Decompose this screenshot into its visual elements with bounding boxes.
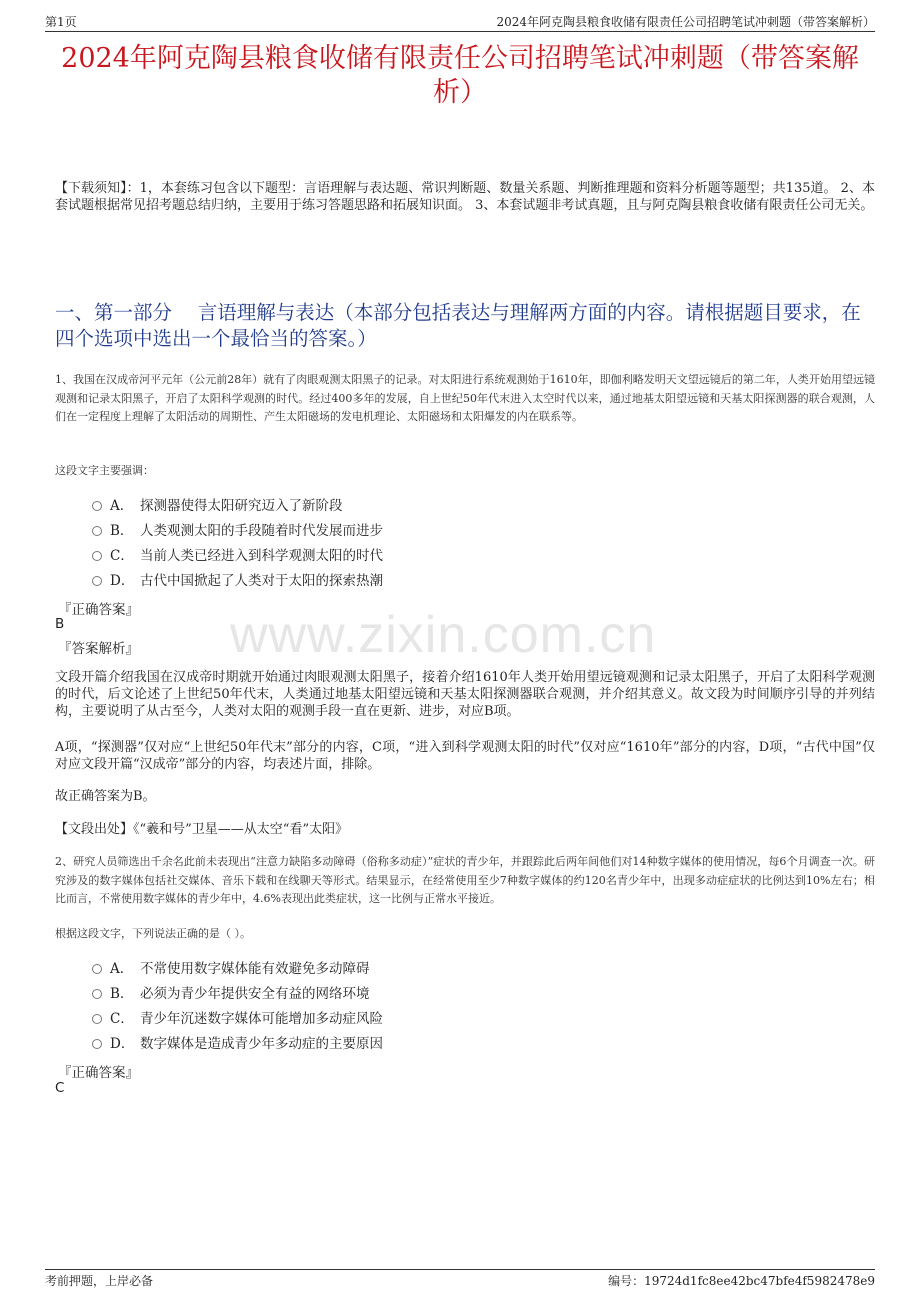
header-divider — [45, 31, 875, 32]
radio-icon[interactable] — [92, 1014, 102, 1024]
document-id: 编号：19724d1fc8ee42bc47bfe4f5982478e9 — [608, 1274, 875, 1288]
analysis-paragraph-1: 文段开篇介绍我国在汉成帝时期就开始通过肉眼观测太阳黑子，接着介绍1610年人类开始用望远镜观测和记录太阳黑子，开启了太阳科学观测的时代，后文论述了上世纪50年代末，人类通过地基太阳望远镜和天基太阳探测器联合观测，并介绍其意义。故文段为时间顺序引导的并列结构，主要说明了从古至今，人类对太阳的观测手段一直在更新、进步，对应B项。 — [55, 670, 875, 719]
question-1-option-a[interactable]: A． 探测器使得太阳研究迈入了新阶段 — [92, 497, 343, 515]
watermark: www.zixin.com.cn — [230, 606, 657, 664]
document-title: 2024年阿克陶县粮食收储有限责任公司招聘笔试冲刺题（带答案解析） — [61, 43, 859, 108]
answer-label: 『正确答案』 — [58, 1065, 139, 1081]
analysis-label: 『答案解析』 — [58, 641, 139, 657]
question-2-stem: 2、研究人员筛选出千余名此前未表现出“注意力缺陷多动障碍（俗称多动症）”症状的青少年，并跟踪此后两年间他们对14种数字媒体的使用情况，每6个月调查一次。研究涉及的数字媒体包括社交媒体、音乐下载和在线聊天等形式。结果显示，在经常使用至少7种数字媒体的约120名青少年中，出现多动症症状的比例达到10%左右；相比而言，不常使用数字媒体的青少年中，4.6%表现出此类症状，这一比例与正常水平接近。 — [55, 855, 875, 905]
analysis-conclusion: 故正确答案为B。 — [55, 789, 156, 804]
page-number: 第1页 — [45, 15, 77, 29]
question-1-option-c[interactable]: C． 当前人类已经进入到科学观测太阳的时代 — [92, 547, 383, 565]
question-2-option-c[interactable]: C． 青少年沉迷数字媒体可能增加多动症风险 — [92, 1010, 383, 1028]
download-notice: 【下载须知】：1，本套练习包含以下题型：言语理解与表达题、常识判断题、数量关系题、判断推理题和资料分析题等题型；共135道。 2、本套试题根据常见招考题总结归纳，主要用于练习答题思路和拓展知识面。 3、本套试题非考试真题，且与阿克陶县粮食收储有限责任公司无关。 — [55, 181, 875, 213]
radio-icon[interactable] — [92, 1039, 102, 1049]
question-2-option-b[interactable]: B． 必须为青少年提供安全有益的网络环境 — [92, 985, 370, 1003]
answer-value: C — [55, 1080, 65, 1096]
radio-icon[interactable] — [92, 989, 102, 999]
question-2-option-d[interactable]: D． 数字媒体是造成青少年多动症的主要原因 — [92, 1035, 383, 1053]
question-1-prompt: 这段文字主要强调： — [55, 464, 154, 477]
radio-icon[interactable] — [92, 551, 102, 561]
answer-value: B — [55, 616, 65, 632]
question-2-prompt: 根据这段文字，下列说法正确的是（ ）。 — [55, 927, 251, 940]
question-2-option-a[interactable]: A． 不常使用数字媒体能有效避免多动障碍 — [92, 960, 370, 978]
analysis-paragraph-2: A项，“探测器”仅对应“上世纪50年代末”部分的内容，C项，“进入到科学观测太阳的时代”仅对应“1610年”部分的内容，D项，“古代中国”仅对应文段开篇“汉成帝”部分的内容，均表述片面，排除。 — [55, 740, 875, 772]
radio-icon[interactable] — [92, 576, 102, 586]
running-header-title: 2024年阿克陶县粮食收储有限责任公司招聘笔试冲刺题（带答案解析） — [496, 15, 875, 29]
question-1-option-d[interactable]: D． 古代中国掀起了人类对于太阳的探索热潮 — [92, 572, 383, 590]
footer-divider — [45, 1269, 875, 1270]
answer-label: 『正确答案』 — [58, 602, 139, 618]
radio-icon[interactable] — [92, 501, 102, 511]
section-heading: 一、第一部分 言语理解与表达（本部分包括表达与理解两方面的内容。请根据题目要求，在四个选项中选出一个最恰当的答案。） — [55, 301, 861, 350]
question-1-stem: 1、我国在汉成帝河平元年（公元前28年）就有了肉眼观测太阳黑子的记录。对太阳进行系统观测始于1610年，即伽利略发明天文望远镜后的第二年，人类开始用望远镜观测和记录太阳黑子，开启了太阳科学观测的时代。经过400多年的发展，自上世纪50年代末进入太空时代以来，通过地基太阳望远镜和天基太阳探测器的联合观测，人们在一定程度上理解了太阳活动的周期性、产生太阳磁场的发电机理论、太阳磁场和太阳爆发的内在联系等。 — [55, 373, 875, 423]
radio-icon[interactable] — [92, 964, 102, 974]
radio-icon[interactable] — [92, 526, 102, 536]
footer-slogan: 考前押题，上岸必备 — [45, 1274, 154, 1288]
question-1-option-b[interactable]: B． 人类观测太阳的手段随着时代发展而进步 — [92, 522, 383, 540]
passage-source: 【文段出处】《“羲和号”卫星——从太空“看”太阳》 — [55, 822, 349, 837]
